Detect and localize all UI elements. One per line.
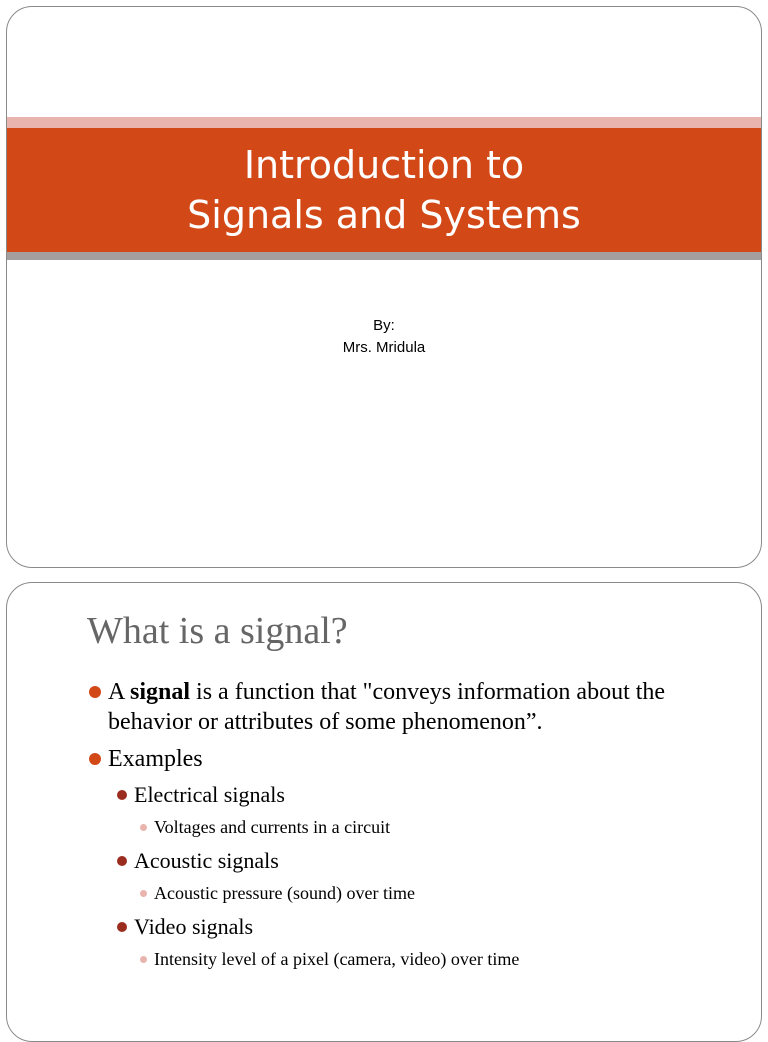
content-slide	[6, 582, 762, 1042]
slide-title-line-2: Signals and Systems	[187, 193, 581, 237]
sub-bullet-dot-icon	[117, 922, 127, 932]
example-label: Video signals	[134, 914, 254, 939]
bullet-list	[7, 677, 762, 979]
title-band-bottom-stripe	[7, 252, 761, 260]
definition-text-end: is a function that "conveys information about the behavior or attributes of some phenomenon”.	[108, 679, 666, 735]
example-detail: Intensity level of a pixel (camera, video) over time	[154, 949, 520, 969]
slide-heading: What is a signal?	[87, 610, 348, 652]
examples-label: Examples	[108, 746, 203, 772]
byline	[7, 315, 761, 359]
example-label: Electrical signals	[134, 782, 285, 807]
author-name: Mrs. Mridula	[342, 339, 426, 356]
detail-bullet-electrical	[7, 815, 762, 839]
sub-bullet-dot-icon	[117, 790, 127, 800]
detail-bullet-video	[7, 947, 762, 971]
definition-text-start: A	[108, 679, 131, 705]
title-band	[7, 128, 761, 252]
bullet-examples	[7, 744, 762, 774]
example-detail: Voltages and currents in a circuit	[154, 817, 391, 837]
example-label: Acoustic signals	[134, 848, 279, 873]
bullet-definition	[7, 677, 762, 737]
bullet-dot-icon	[89, 686, 101, 698]
detail-bullet-dot-icon	[140, 956, 147, 963]
example-detail: Acoustic pressure (sound) over time	[154, 883, 415, 903]
by-label: By:	[373, 317, 395, 334]
definition-term: signal	[130, 679, 191, 705]
bullet-dot-icon	[89, 753, 101, 765]
detail-bullet-acoustic	[7, 881, 762, 905]
sub-bullet-video	[7, 913, 762, 941]
detail-bullet-dot-icon	[140, 824, 147, 831]
sub-bullet-electrical	[7, 781, 762, 809]
title-band-top-stripe	[7, 117, 761, 128]
detail-bullet-dot-icon	[140, 890, 147, 897]
title-slide	[6, 6, 762, 568]
sub-bullet-acoustic	[7, 847, 762, 875]
slide-title-line-1: Introduction to	[243, 143, 525, 187]
sub-bullet-dot-icon	[117, 856, 127, 866]
